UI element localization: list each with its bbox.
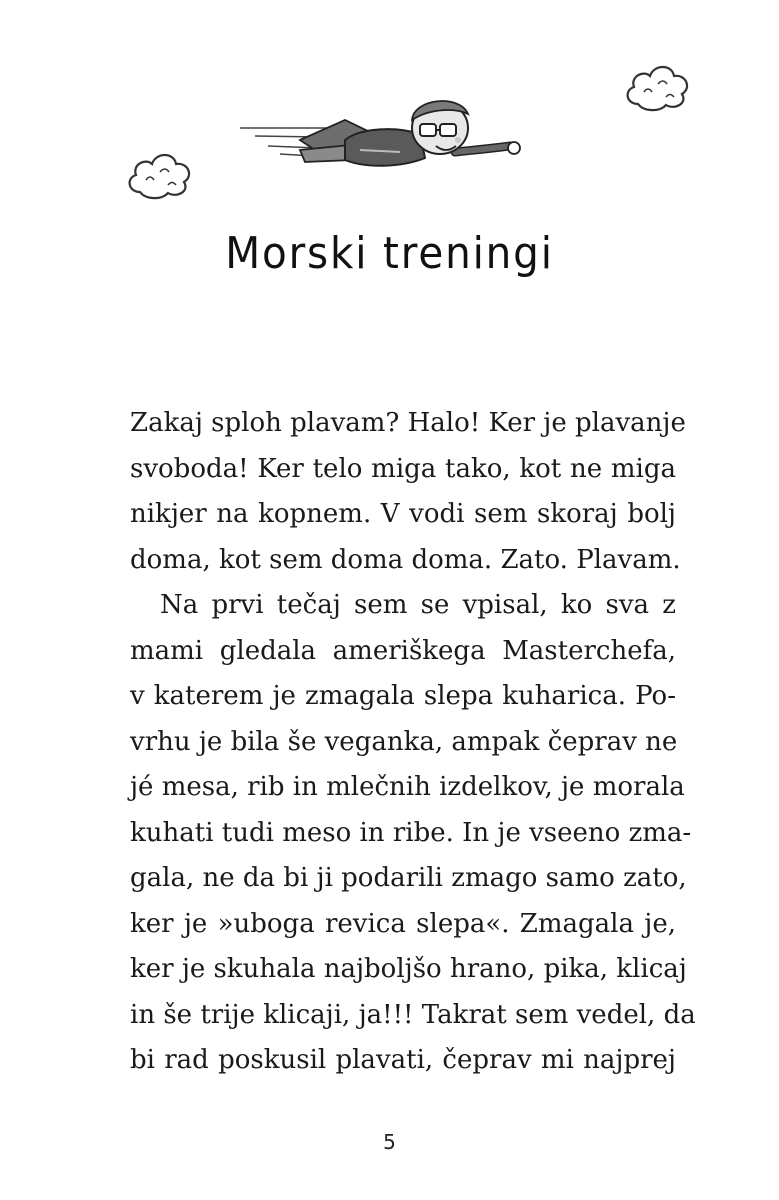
text-line: bi rad poskusil plavati, čeprav mi najprej — [130, 1045, 676, 1075]
page-number: 5 — [383, 1130, 396, 1154]
chapter-illustration — [0, 0, 779, 220]
cloud-icon — [130, 155, 189, 198]
text-line: doma, kot sem doma doma. Zato. Plavam. — [130, 544, 681, 575]
text-line: vrhu je bila še veganka, ampak čeprav ne — [130, 726, 678, 757]
text-line: Na prvi tečaj sem se vpisal, ko sva z — [160, 590, 676, 620]
text-line: kuhati tudi meso in ribe. In je vseeno zma- — [130, 817, 692, 848]
text-line: svoboda! Ker telo miga tako, kot ne miga — [130, 453, 676, 484]
cloud-icon — [628, 67, 687, 110]
text-line: ker je skuhala najboljšo hrano, pika, klicaj — [130, 954, 687, 984]
text-line: gala, ne da bi ji podarili zmago samo zato, — [130, 863, 687, 893]
text-line: in še trije klicaji, ja!!! Takrat sem vedel, da — [130, 999, 696, 1030]
text-line: v katerem je zmagala slepa kuharica. Po- — [130, 681, 676, 711]
flying-boy-icon — [240, 101, 520, 166]
text-line: ker je »uboga revica slepa«. Zmagala je, — [130, 908, 676, 939]
text-line: jé mesa, rib in mlečnih izdelkov, je morala — [130, 772, 685, 802]
text-line: mami gledala ameriškega Masterchefa, — [130, 635, 676, 666]
text-line: nikjer na kopnem. V vodi sem skoraj bolj — [130, 499, 676, 529]
text-line: Zakaj sploh plavam? Halo! Ker je plavanje — [130, 408, 686, 438]
chapter-title: Morski treningi — [225, 228, 554, 279]
body-text — [130, 401, 696, 1084]
